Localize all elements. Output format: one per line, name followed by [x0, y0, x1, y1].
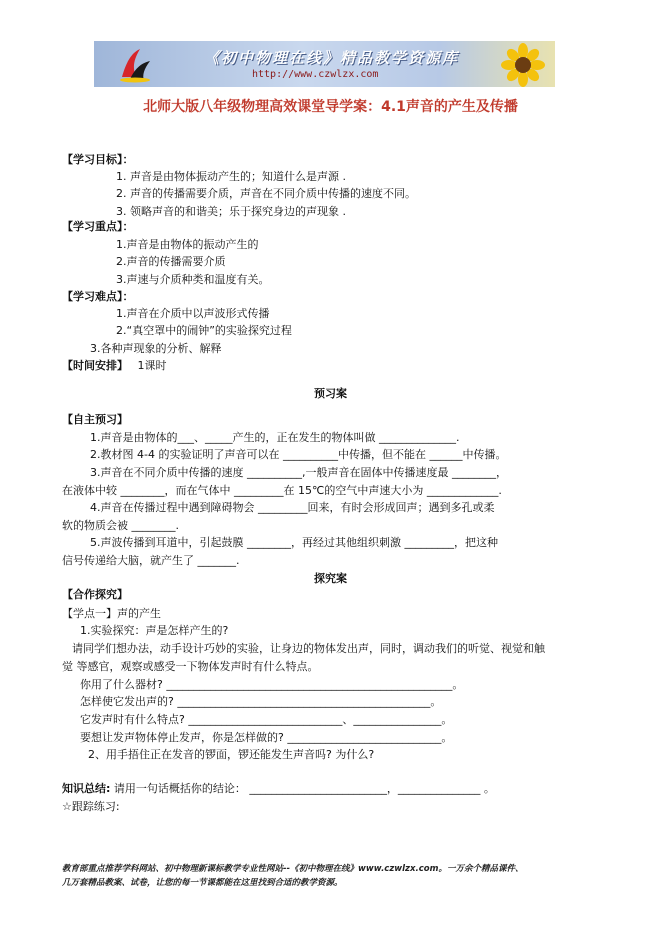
footer-line: 教育部重点推荐学科网站、初中物理新课标教学专业性网站--《初中物理在线》www.czwlzx.com。一万余个精品课件、	[62, 864, 524, 874]
preview-line: 5.声波传播到耳道中，引起鼓膜 ________，再经过其他组织刺激 _________，把这种	[90, 536, 498, 549]
sunflower-icon	[497, 43, 549, 87]
goal-item: 3. 领略声音的和谐美；乐于探究身边的声现象 .	[116, 205, 346, 218]
explore-question: 要想让发声物体停止发声，你是怎样做的? ____________________________。	[80, 731, 453, 744]
goal-item: 2. 声音的传播需要介质，声音在不同介质中传播的速度不同。	[116, 187, 416, 200]
summary-text: 请用一句话概括你的结论： _________________________，_______________ 。	[113, 782, 495, 795]
schedule-row	[62, 359, 167, 373]
explore-title: 探究案	[314, 572, 347, 585]
header-banner	[94, 41, 555, 87]
preview-line: 2.教材图 4-4 的实验证明了声音可以在 __________中传播，但不能在 ______中传播。	[90, 448, 507, 461]
page-title: 北师大版八年级物理高效课堂导学案：4.1声音的产生及传播	[143, 99, 518, 115]
preview-line: 软的物质会被 ________.	[62, 519, 179, 532]
explore-heading: 【合作探究】	[62, 588, 128, 601]
preview-line: 信号传递给大脑，就产生了 _______.	[62, 554, 240, 567]
footer	[62, 862, 622, 890]
preview-line: 在液体中较 ________，而在气体中 _________在 15℃的空气中声速大小为 _____________.	[62, 484, 502, 497]
explore-question: 它发声时有什么特点? ____________________________、________________。	[80, 713, 453, 726]
explore-intro: 觉 等感官，观察或感受一下物体发声时有什么特点。	[62, 660, 319, 673]
banner-title: 《初中物理在线》精品教学资源库	[204, 49, 460, 67]
difficulty-heading: 【学习难点】：	[62, 290, 134, 303]
schedule-value: 1课时	[137, 359, 167, 372]
summary-label: 知识总结:	[62, 782, 111, 795]
difficulty-item: 1.声音在介质中以声波形式传播	[116, 307, 270, 320]
goal-item: 1. 声音是由物体振动产生的；知道什么是声源 .	[116, 170, 346, 183]
preview-line: 4.声音在传播过程中遇到障碍物会 _________回来，有时会形成回声；遇到多孔或柔	[90, 501, 495, 514]
key-item: 2.声音的传播需要介质	[116, 255, 226, 268]
follow-practice: ☆跟踪练习:	[62, 800, 120, 813]
explore-intro: 请同学们想办法，动手设计巧妙的实验，让身边的物体发出声，同时，调动我们的听觉、视觉和触	[72, 642, 545, 655]
key-item: 3.声速与介质种类和温度有关。	[116, 273, 270, 286]
key-heading: 【学习重点】：	[62, 220, 134, 233]
explore-question: 1.实验探究：声是怎样产生的?	[80, 624, 229, 637]
banner-url: http://www.czwlzx.com	[252, 69, 379, 80]
preview-line: 3.声音在不同介质中传播的速度 __________,一般声音在固体中传播速度最 ________，	[90, 466, 507, 479]
schedule-heading: 【时间安排】	[62, 359, 128, 372]
explore-question: 怎样使它发出声的? ______________________________________________。	[80, 695, 442, 708]
preview-heading: 【自主预习】	[62, 413, 128, 426]
key-item: 1.声音是由物体的振动产生的	[116, 238, 259, 251]
summary-row	[62, 782, 495, 796]
footer-line: 几万套精品教案、试卷，让您的每一节课都能在这里找到合适的教学资源。	[62, 878, 343, 888]
goals-heading: 【学习目标】：	[62, 153, 134, 166]
preview-title: 预习案	[314, 387, 347, 400]
site-logo-icon	[118, 47, 152, 83]
difficulty-item: 2.“真空罩中的闹钟”的实验探究过程	[116, 324, 292, 337]
preview-line: 1.声音是由物体的___、_____产生的，正在发生的物体叫做 ______________.	[90, 431, 460, 444]
difficulty-item: 3.各种声现象的分析、解释	[90, 342, 222, 355]
explore-question: 2、用手捂住正在发音的锣面，锣还能发生声音吗? 为什么?	[88, 748, 375, 761]
explore-question: 你用了什么器材? ____________________________________________________。	[80, 678, 464, 691]
explore-point: 【学点一】声的产生	[62, 607, 161, 620]
